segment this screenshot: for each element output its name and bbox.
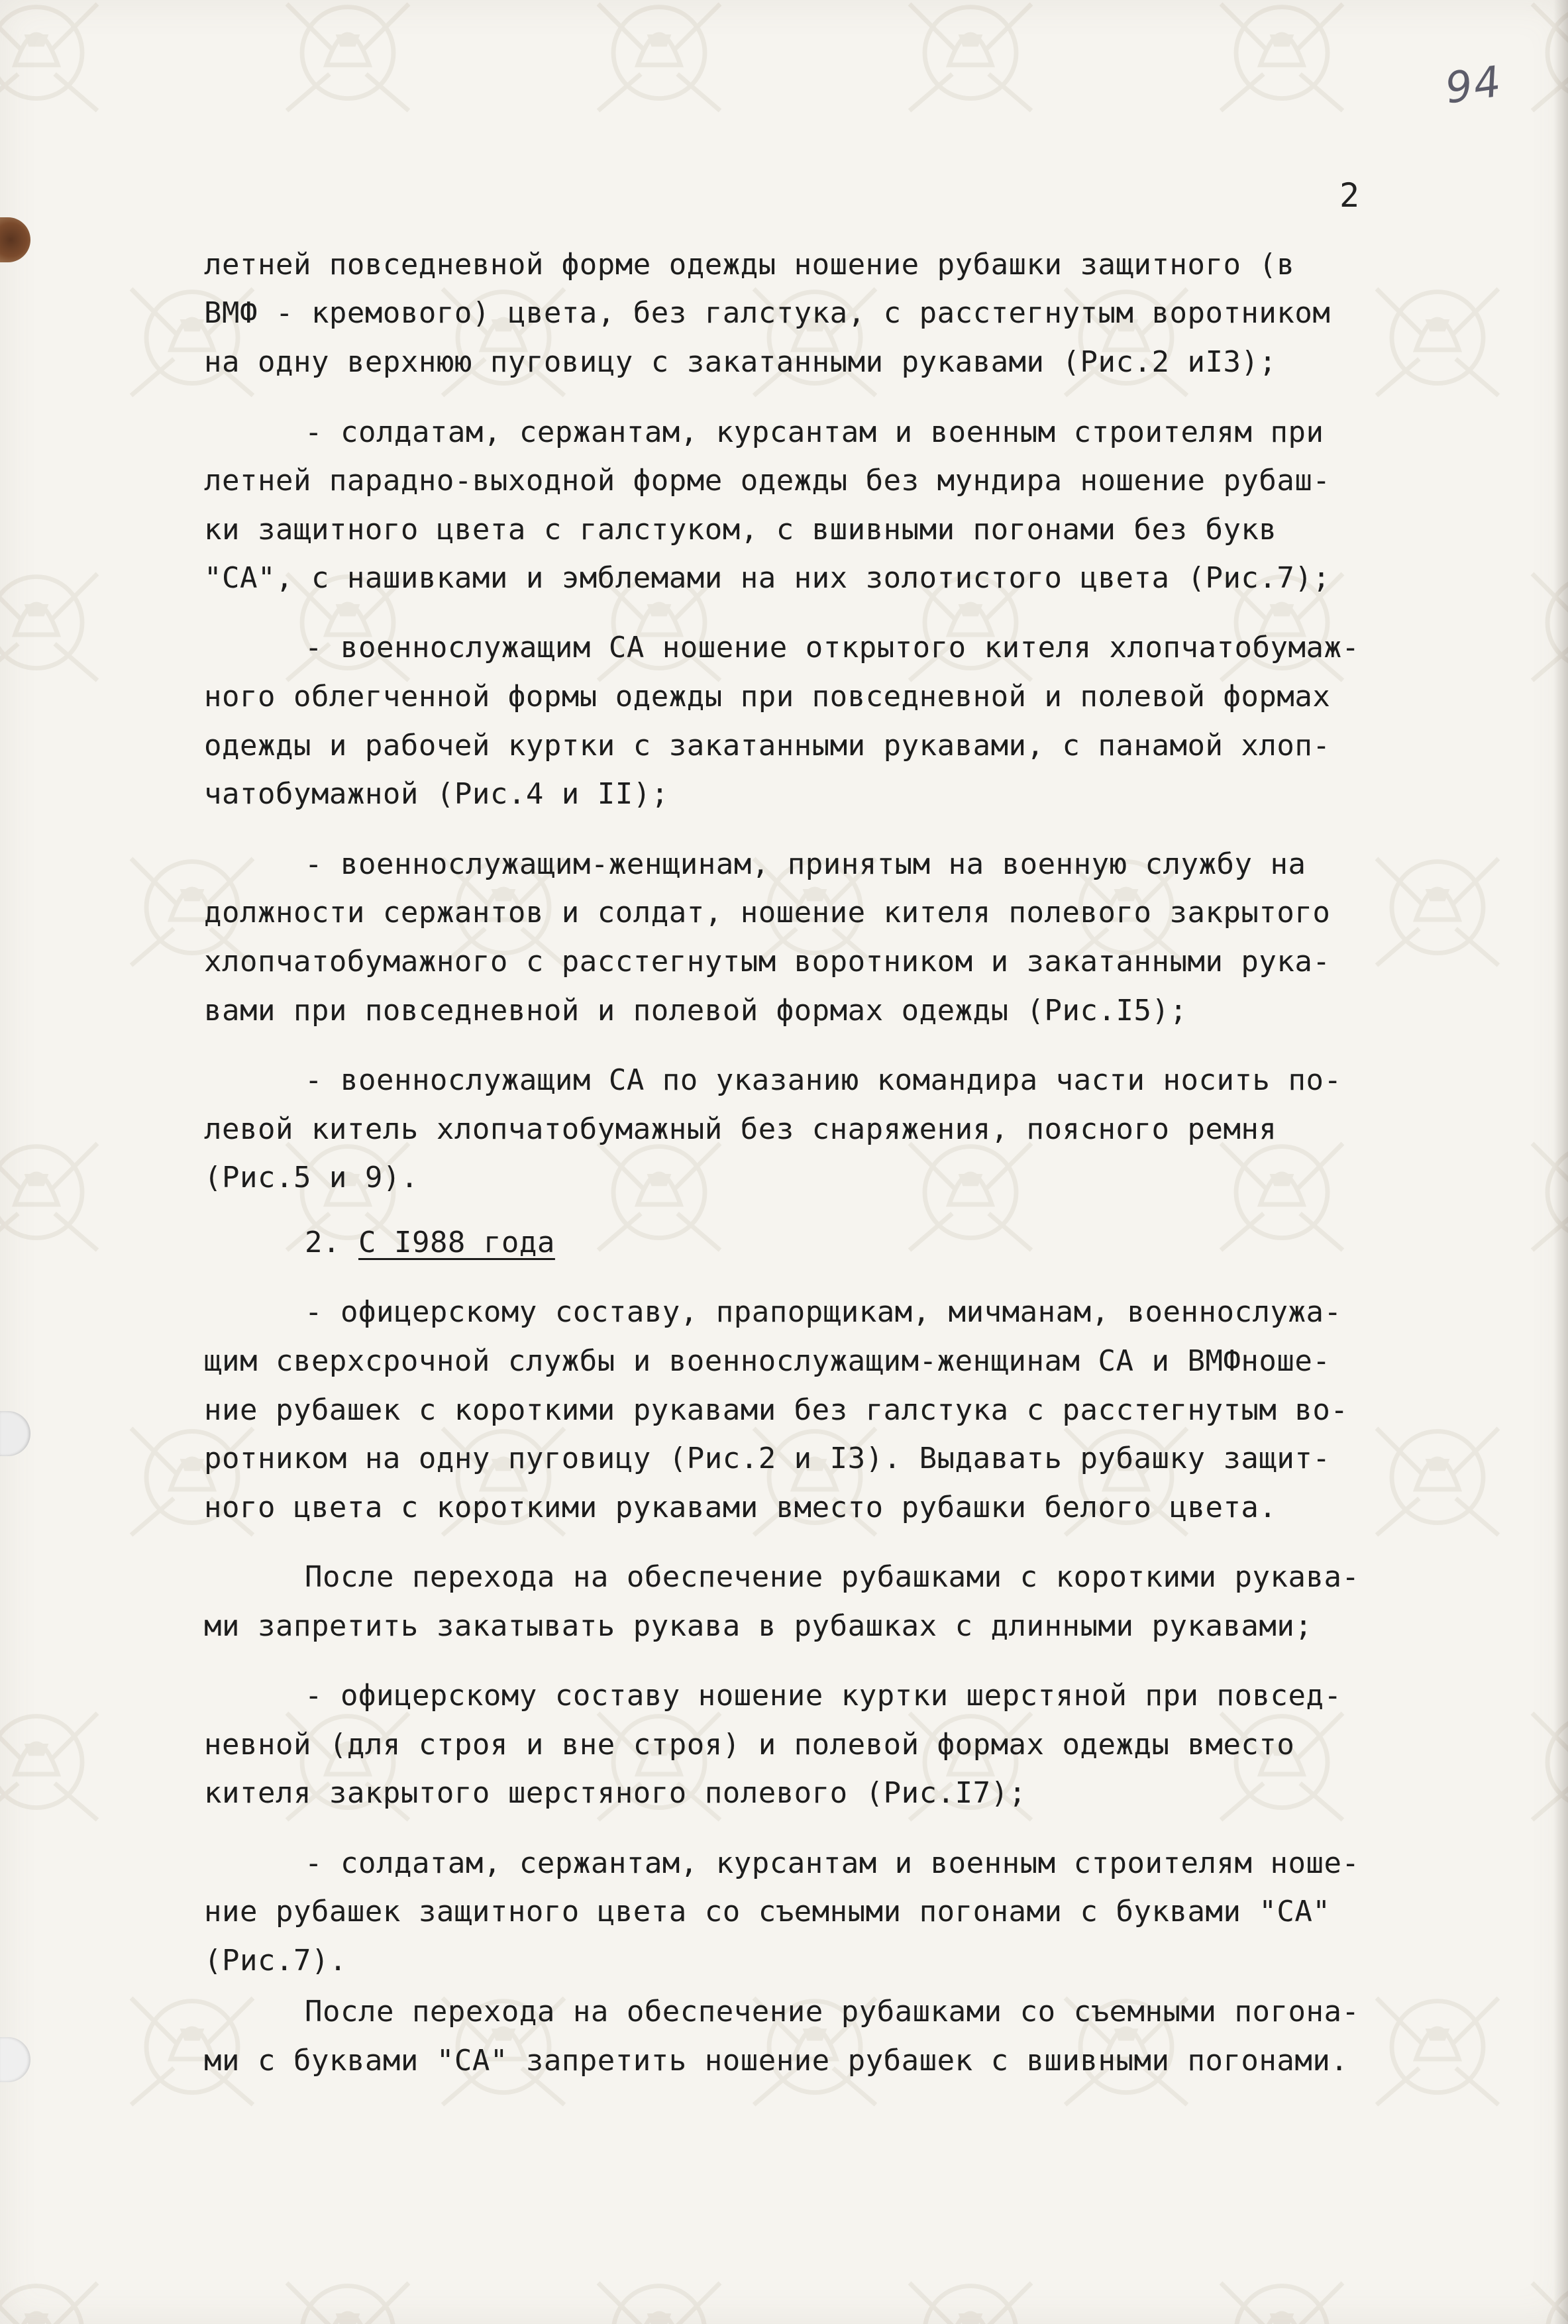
text-line: - солдатам, сержантам, курсантам и военным строителям ноше- (305, 1846, 1360, 1880)
watermark-emblem (1361, 828, 1514, 980)
text-line: - офицерскому составу ношение куртки шерстяной при повсед- (305, 1679, 1342, 1713)
text-line: ВМФ - кремового) цвета, без галстука, с расстегнутым воротником (204, 296, 1331, 330)
watermark-emblem (1361, 1398, 1514, 1550)
watermark-emblem (272, 2252, 424, 2324)
text-line: щим сверхсрочной службы и военнослужащим-женщинам СА и ВМФноше- (204, 1344, 1331, 1378)
text-line: ми запретить закатывать рукава в рубашках с длинными рукавами; (204, 1609, 1313, 1643)
watermark-emblem (1206, 0, 1358, 126)
text-line: После перехода на обеспечение рубашками с короткими рукава- (305, 1560, 1360, 1594)
text-line: - военнослужащим СА ношение открытого кителя хлопчатобумаж- (305, 631, 1360, 664)
text-line: ние рубашек защитного цвета со съемными погонами с буквами "СА" (204, 1895, 1331, 1928)
watermark-emblem (0, 543, 113, 696)
section-title: С I988 года (358, 1226, 555, 1259)
text-line: "СА", с нашивками и эмблемами на них золотистого цвета (Рис.7); (204, 561, 1331, 595)
text-line: (Рис.5 и 9). (204, 1161, 419, 1194)
text-line: кителя закрытого шерстяного полевого (Рис.I7); (204, 1776, 1027, 1810)
text-line: одежды и рабочей куртки с закатанными рукавами, с панамой хлоп- (204, 729, 1331, 763)
text-line: - офицерскому составу, прапорщикам, мичманам, военнослужа- (305, 1295, 1342, 1329)
text-line: вами при повседневной и полевой формах одежды (Рис.I5); (204, 994, 1188, 1028)
text-line: невной (для строя и вне строя) и полевой формах одежды вместо (204, 1728, 1295, 1762)
punch-hole (0, 2037, 30, 2082)
section-number: 2. (305, 1226, 358, 1259)
text-line: хлопчатобумажного с расстегнутым воротником и закатанными рука- (204, 945, 1331, 978)
watermark-emblem (1361, 1968, 1514, 2120)
watermark-emblem (894, 2252, 1047, 2324)
watermark-emblem (0, 0, 113, 126)
text-line: ки защитного цвета с галстуком, с вшивными погонами без букв (204, 513, 1277, 547)
text-line: ми с буквами "СА" запретить ношение рубашек с вшивными погонами. (204, 2044, 1349, 2078)
text-line: левой китель хлопчатобумажный без снаряжения, поясного ремня (204, 1112, 1277, 1146)
watermark-emblem (0, 2252, 113, 2324)
section-heading (305, 1226, 555, 1259)
watermark-emblem (0, 1683, 113, 1835)
text-line: ние рубашек с короткими рукавами без галстука с расстегнутым во- (204, 1393, 1349, 1427)
watermark-emblem (272, 0, 424, 126)
watermark-emblem (1206, 2252, 1358, 2324)
text-line: После перехода на обеспечение рубашками со съемными погона- (305, 1995, 1360, 2029)
punch-hole-stained (0, 217, 30, 262)
text-line: ного цвета с короткими рукавами вместо рубашки белого цвета. (204, 1491, 1277, 1524)
text-line: - военнослужащим-женщинам, принятым на военную службу на (305, 847, 1306, 881)
text-line: - солдатам, сержантам, курсантам и военным строителям при (305, 415, 1324, 449)
watermark-emblem (0, 1113, 113, 1265)
text-line: летней повседневной форме одежды ношение рубашки защитного (в (204, 248, 1295, 282)
punch-hole (0, 1411, 30, 1456)
page-number: 2 (1339, 176, 1360, 215)
text-line: должности сержантов и солдат, ношение кителя полевого закрытого (204, 896, 1331, 929)
text-line: ротником на одну пуговицу (Рис.2 и I3). Выдавать рубашку защит- (204, 1442, 1331, 1475)
handwritten-archive-number: 94 (1442, 57, 1506, 114)
watermark-emblem (583, 0, 735, 126)
text-line: чатобумажной (Рис.4 и II); (204, 777, 669, 811)
text-line: ного облегченной формы одежды при повседневной и полевой формах (204, 680, 1331, 713)
page-edge-shadow (1553, 0, 1568, 2324)
watermark-emblem (894, 0, 1047, 126)
text-line: летней парадно-выходной форме одежды без мундира ношение рубаш- (204, 464, 1331, 498)
text-line: на одну верхнюю пуговицу с закатанными рукавами (Рис.2 иI3); (204, 345, 1277, 379)
text-line: - военнослужащим СА по указанию командира части носить по- (305, 1063, 1342, 1097)
watermark-emblem (583, 2252, 735, 2324)
watermark-emblem (1361, 258, 1514, 411)
text-line: (Рис.7). (204, 1944, 347, 1978)
